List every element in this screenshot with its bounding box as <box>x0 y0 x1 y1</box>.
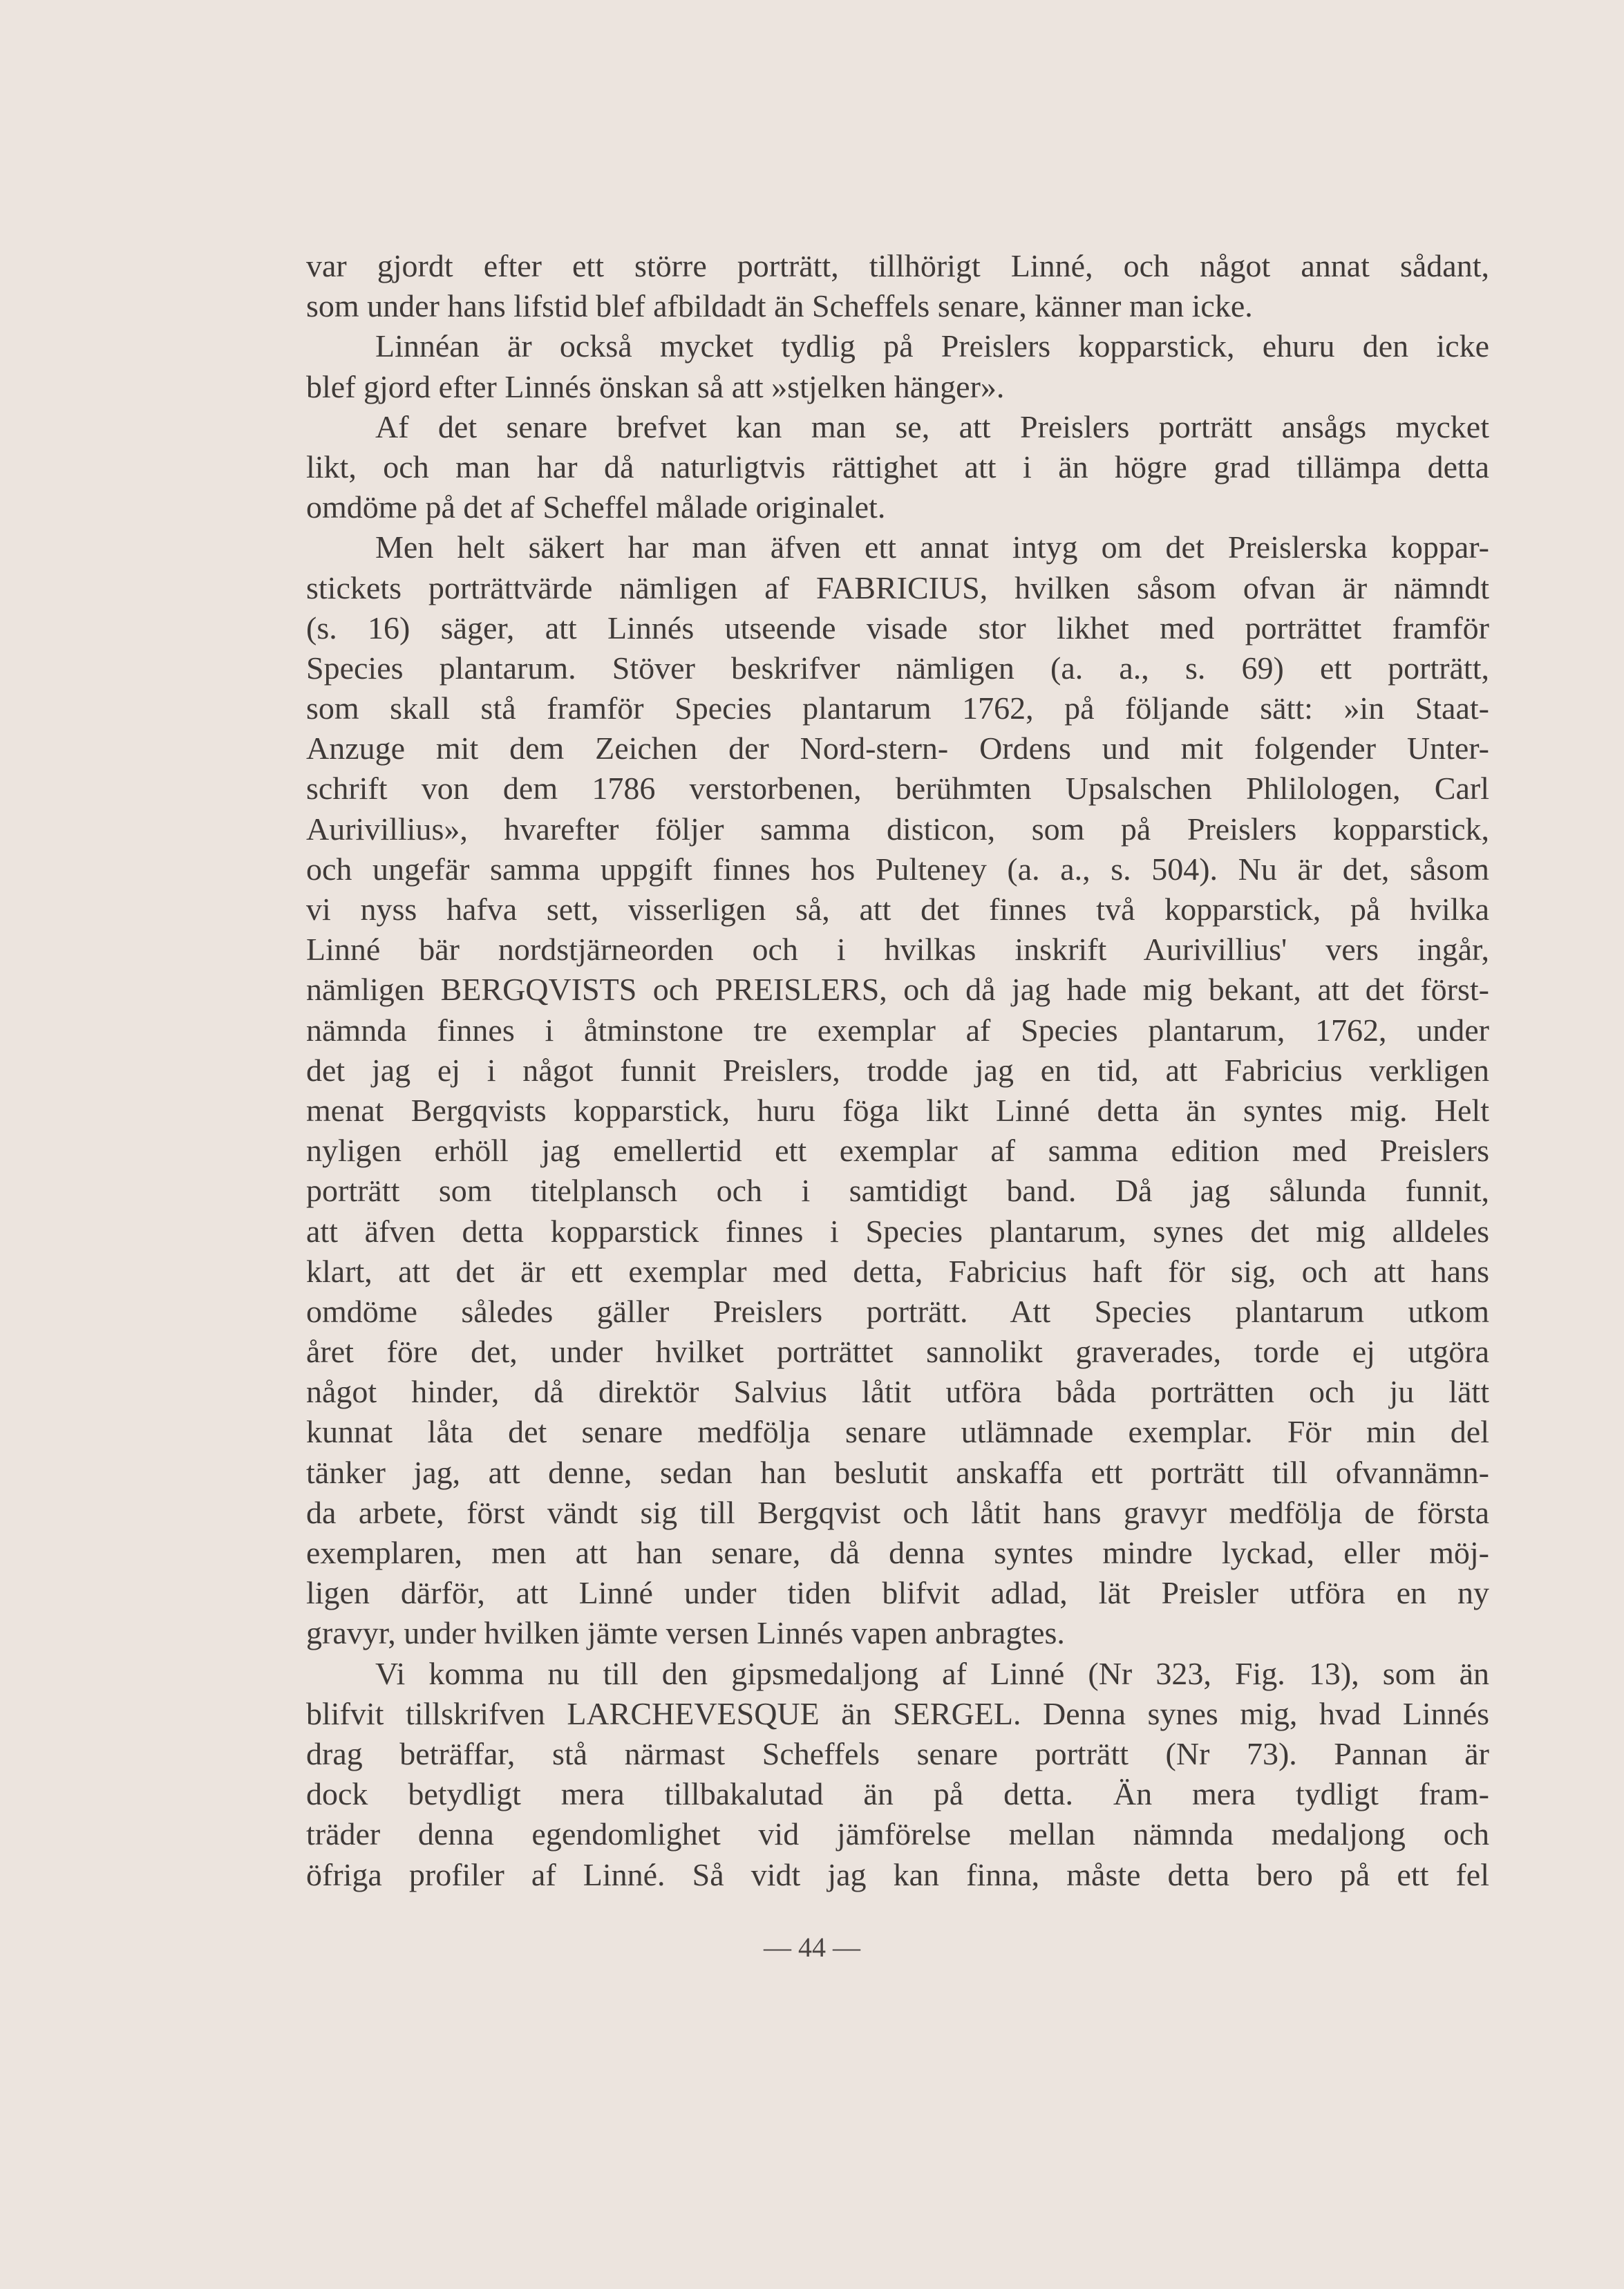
text-line: blifvit tillskrifven LARCHEVESQUE än SERGEL. Denna synes mig, hvad Linnés <box>306 1695 1489 1731</box>
text-line: Aurivillius», hvarefter följer samma disticon, som på Preislers kopparstick, <box>306 811 1489 847</box>
text-line: (s. 16) säger, att Linnés utseende visade stor likhet med porträttet framför <box>306 610 1489 646</box>
text-line: var gjordt efter ett större porträtt, tillhörigt Linné, och något annat sådant, <box>306 248 1489 283</box>
text-line: ligen därför, att Linné under tiden blifvit adlad, lät Preisler utföra en ny <box>306 1575 1489 1611</box>
text-line: Men helt säkert har man äfven ett annat intyg om det Preislerska koppar- <box>375 529 1489 565</box>
text-line: porträtt som titelplansch och i samtidigt band. Då jag sålunda funnit, <box>306 1173 1489 1209</box>
text-line: omdöme på det af Scheffel målade originalet. <box>306 489 886 525</box>
text-line: Anzuge mit dem Zeichen der Nord-stern- Ordens und mit folgender Unter- <box>306 731 1489 766</box>
text-line: som skall stå framför Species plantarum 1762, på följande sätt: »in Staat- <box>306 690 1489 726</box>
text-line: öfriga profiler af Linné. Så vidt jag kan finna, måste detta bero på ett fel <box>306 1856 1489 1892</box>
text-line: exemplaren, men att han senare, då denna syntes mindre lyckad, eller möj- <box>306 1535 1489 1570</box>
text-line: nyligen erhöll jag emellertid ett exemplar af samma edition med Preislers <box>306 1133 1489 1169</box>
body-text <box>306 246 1489 1895</box>
text-line: Vi komma nu till den gipsmedaljong af Linné (Nr 323, Fig. 13), som än <box>375 1655 1489 1691</box>
text-line: att äfven detta kopparstick finnes i Species plantarum, synes det mig alldeles <box>306 1213 1489 1249</box>
text-line: nämnda finnes i åtminstone tre exemplar af Species plantarum, 1762, under <box>306 1012 1489 1048</box>
text-line: Linné bär nordstjärneorden och i hvilkas inskrift Aurivillius' vers ingår, <box>306 932 1489 968</box>
text-line: klart, att det är ett exemplar med detta, Fabricius haft för sig, och att hans <box>306 1253 1489 1289</box>
text-line: Af det senare brefvet kan man se, att Preislers porträtt ansågs mycket <box>375 408 1489 444</box>
text-line: och ungefär samma uppgift finnes hos Pulteney (a. a., s. 504). Nu är det, såsom <box>306 851 1489 887</box>
text-line: året före det, under hvilket porträttet sannolikt graverades, torde ej utgöra <box>306 1334 1489 1370</box>
page-number: — 44 — <box>764 1932 860 1963</box>
text-line: kunnat låta det senare medfölja senare utlämnade exemplar. För min del <box>306 1414 1489 1450</box>
text-line: blef gjord efter Linnés önskan så att »stjelken hänger». <box>306 368 1005 404</box>
text-line: gravyr, under hvilken jämte versen Linnés vapen anbragtes. <box>306 1615 1065 1651</box>
text-line: menat Bergqvists kopparstick, huru föga likt Linné detta än syntes mig. Helt <box>306 1092 1489 1128</box>
text-line: da arbete, först vändt sig till Bergqvist och låtit hans gravyr medfölja de första <box>306 1494 1489 1530</box>
text-line: tänker jag, att denne, sedan han beslutit anskaffa ett porträtt till ofvannämn- <box>306 1454 1489 1490</box>
text-line: något hinder, då direktör Salvius låtit utföra båda porträtten och ju lätt <box>306 1374 1489 1410</box>
text-line: stickets porträttvärde nämligen af FABRICIUS, hvilken såsom ofvan är nämndt <box>306 569 1489 605</box>
text-line: drag beträffar, stå närmast Scheffels senare porträtt (Nr 73). Pannan är <box>306 1735 1489 1771</box>
text-line: träder denna egendomlighet vid jämförelse mellan nämnda medaljong och <box>306 1816 1489 1852</box>
text-line: vi nyss hafva sett, visserligen så, att det finnes två kopparstick, på hvilka <box>306 892 1489 927</box>
text-line: omdöme således gäller Preislers porträtt. Att Species plantarum utkom <box>306 1293 1489 1329</box>
text-line: nämligen BERGQVISTS och PREISLERS, och då jag hade mig bekant, att det först- <box>306 972 1489 1008</box>
text-line: schrift von dem 1786 verstorbenen, berühmten Upsalschen Phlilologen, Carl <box>306 771 1489 807</box>
text-line: dock betydligt mera tillbakalutad än på detta. Än mera tydligt fram- <box>306 1776 1489 1812</box>
text-line: Species plantarum. Stöver beskrifver nämligen (a. a., s. 69) ett porträtt, <box>306 650 1489 686</box>
text-line: Linnéan är också mycket tydlig på Preislers kopparstick, ehuru den icke <box>375 328 1489 364</box>
text-line: som under hans lifstid blef afbildadt än Scheffels senare, känner man icke. <box>306 288 1253 324</box>
text-line: likt, och man har då naturligtvis rättighet att i än högre grad tillämpa detta <box>306 449 1489 484</box>
text-line: det jag ej i något funnit Preislers, trodde jag en tid, att Fabricius verkligen <box>306 1052 1489 1088</box>
